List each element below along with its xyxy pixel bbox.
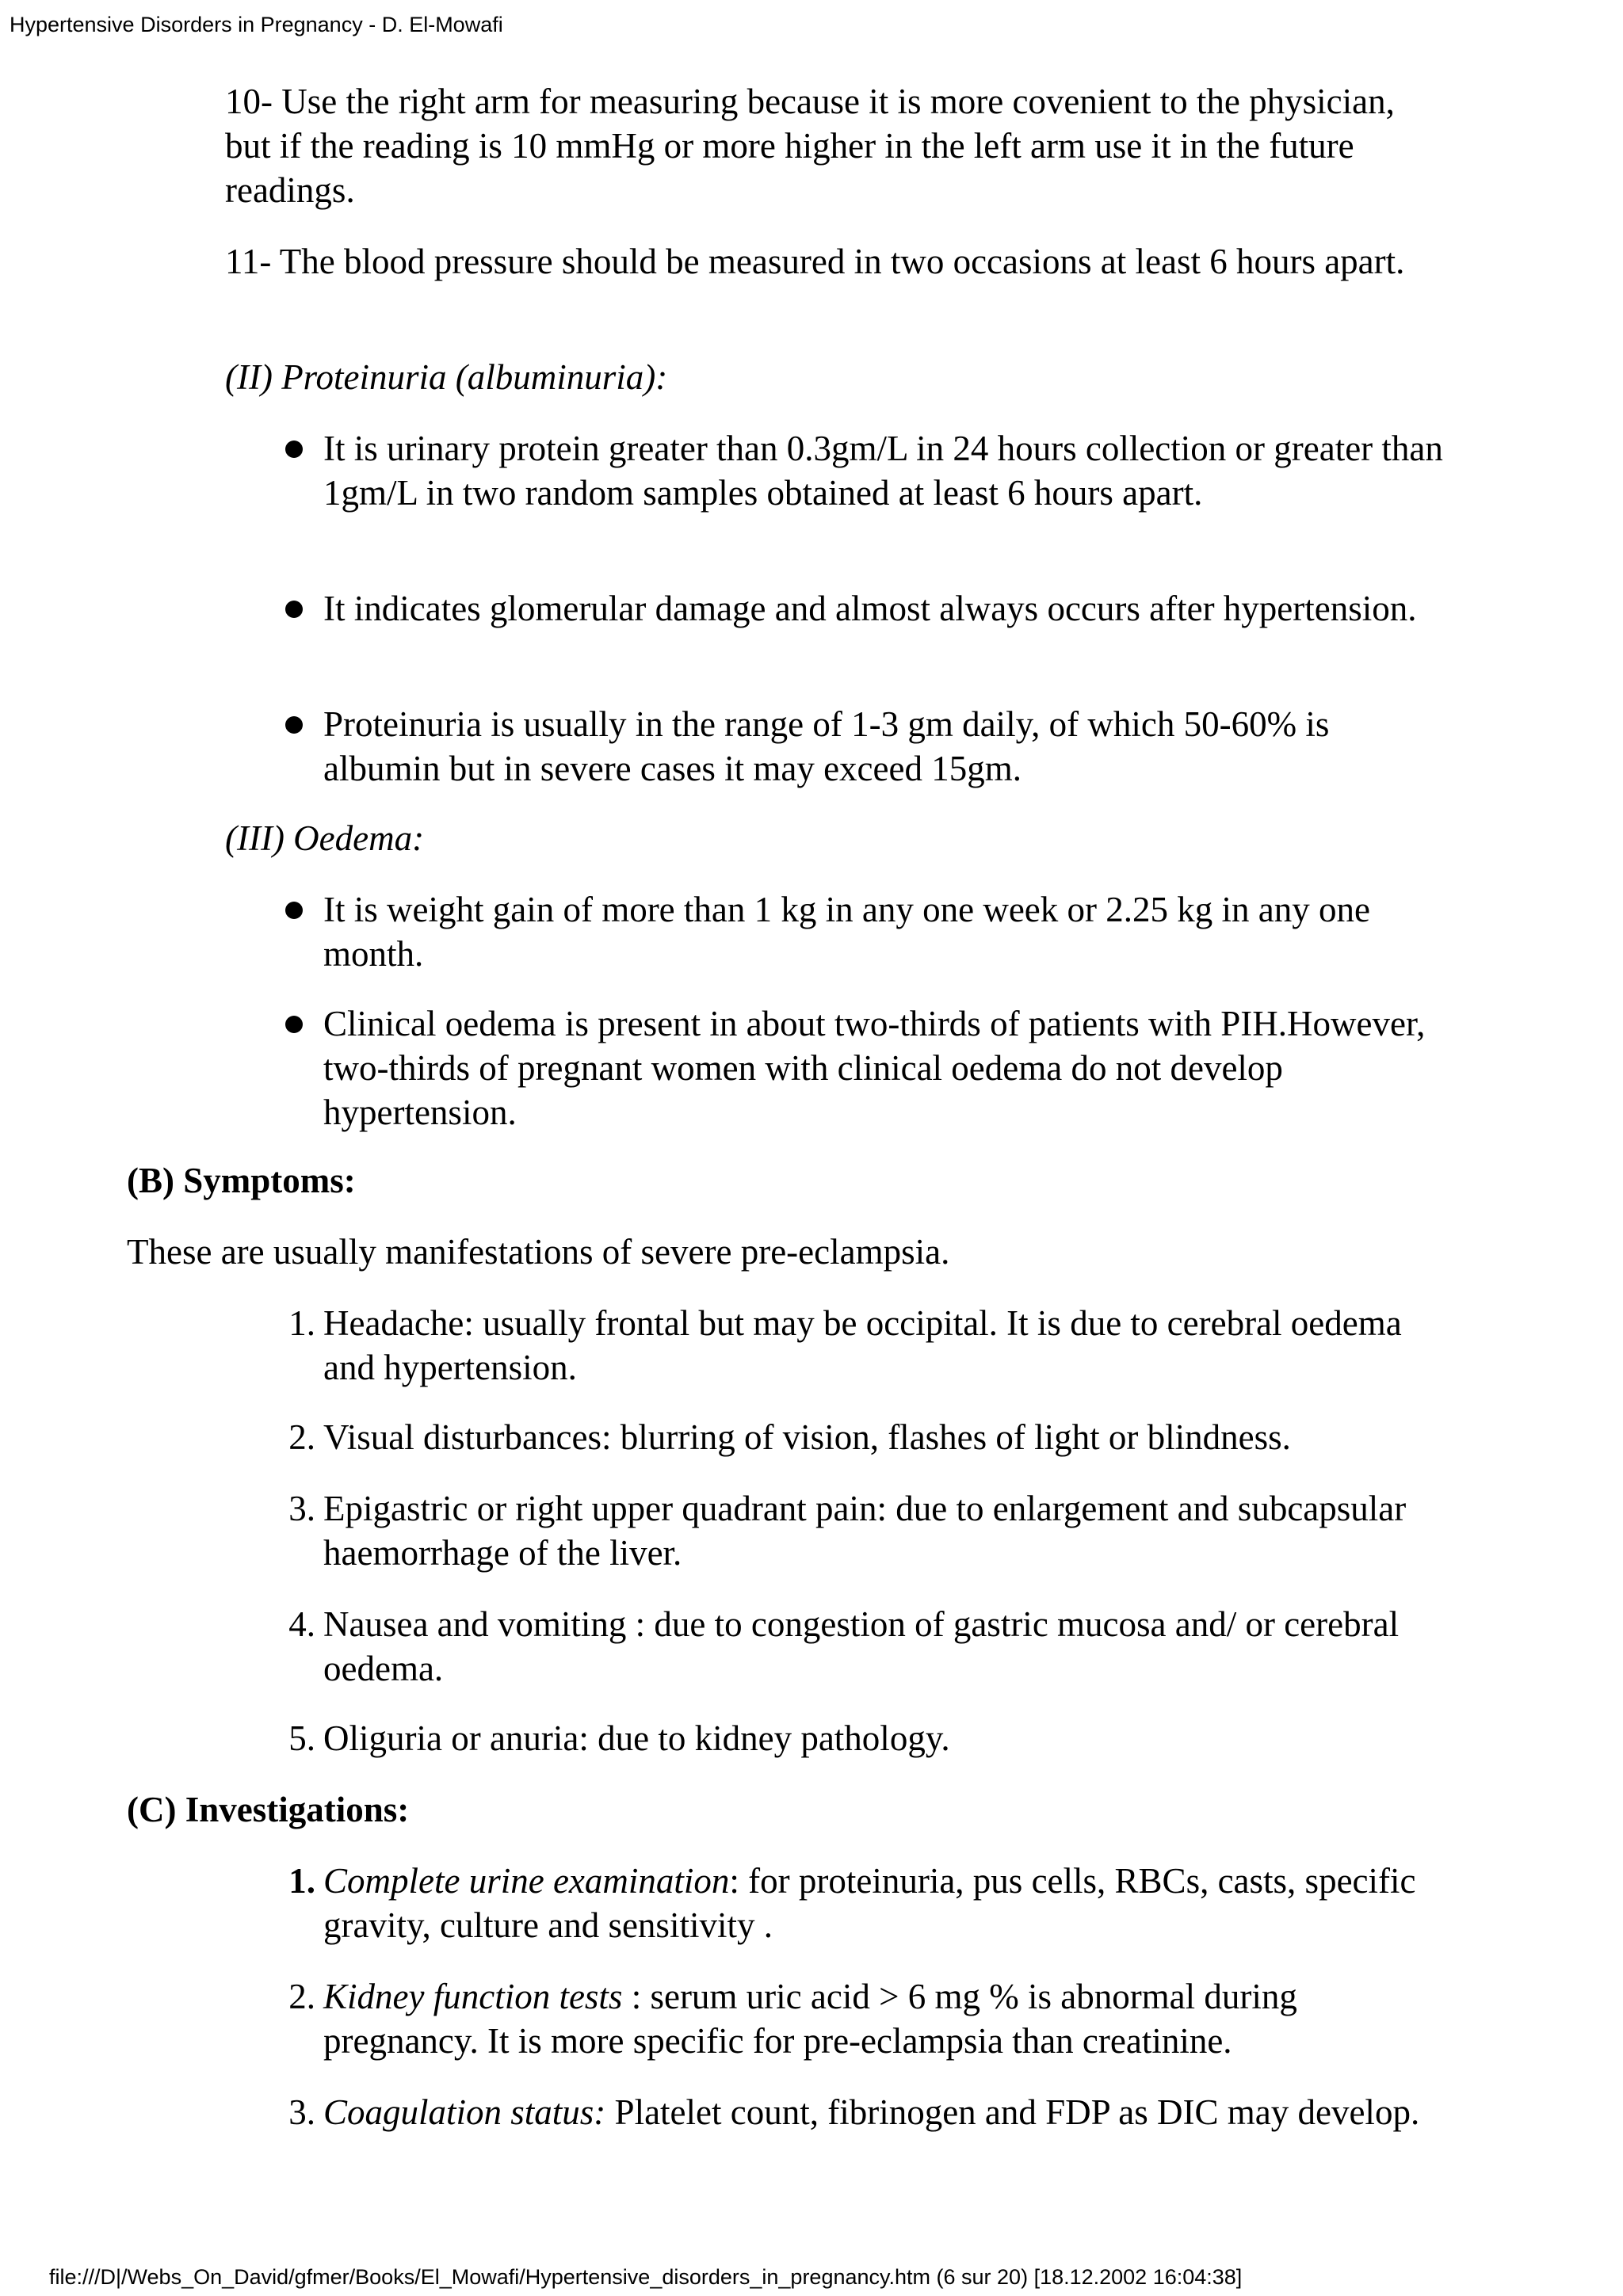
list-number: 3. <box>288 1489 315 1528</box>
symptoms-intro: These are usually manifestations of severe pre-eclampsia. <box>127 1232 950 1272</box>
symptom-item <box>288 1602 1449 1691</box>
investigation-item <box>288 1974 1449 2063</box>
bullet-text: It is weight gain of more than 1 kg in any one week or 2.25 kg in any one month. <box>323 890 1370 974</box>
symptom-item <box>288 1415 1449 1459</box>
bullet-text: Clinical oedema is present in about two-thirds of patients with PIH.However, two-thirds of pregnant women with clinical oedema do not develop hypertension. <box>323 1004 1426 1132</box>
list-number: 1. <box>288 1303 315 1343</box>
symptom-item <box>288 1486 1449 1575</box>
symptoms-heading: (B) Symptoms: <box>127 1161 356 1200</box>
bullet-icon <box>285 601 303 618</box>
proteinuria-bullet <box>323 426 1449 515</box>
list-item-text: Visual disturbances: blurring of vision, flashes of light or blindness. <box>323 1417 1291 1457</box>
oedema-bullet <box>323 887 1449 976</box>
list-item-text: Headache: usually frontal but may be occipital. It is due to cerebral oedema and hypertension. <box>323 1303 1402 1387</box>
list-number: 5. <box>288 1718 315 1758</box>
proteinuria-bullet <box>323 586 1449 631</box>
list-item-text: Oliguria or anuria: due to kidney pathology. <box>323 1718 950 1758</box>
list-number: 4. <box>288 1604 315 1644</box>
proteinuria-heading: (II) Proteinuria (albuminuria): <box>225 357 668 397</box>
proteinuria-bullet <box>323 702 1449 791</box>
list-number: 2. <box>288 1977 315 2016</box>
bullet-text: Proteinuria is usually in the range of 1-3 gm daily, of which 50-60% is albumin but in severe cases it may exceed 15gm. <box>323 704 1330 788</box>
list-item-text: Nausea and vomiting : due to congestion of gastric mucosa and/ or cerebral oedema. <box>323 1604 1400 1688</box>
page-footer-url: file:///D|/Webs_On_David/gfmer/Books/El_Mowafi/Hypertensive_disorders_in_pregnancy.htm (6 sur 20) [18.12.2002 16:04:38] <box>49 2265 1243 2289</box>
list-number: 2. <box>288 1417 315 1457</box>
symptom-item <box>288 1716 1449 1760</box>
list-item-text: Platelet count, fibrinogen and FDP as DIC may develop. <box>605 2092 1420 2132</box>
symptom-item <box>288 1301 1449 1390</box>
investigation-term: Complete urine examination <box>323 1861 730 1901</box>
investigation-item <box>288 1859 1449 1947</box>
list-number: 1. <box>288 1861 315 1901</box>
bullet-icon <box>285 902 303 919</box>
bullet-text: It indicates glomerular damage and almost always occurs after hypertension. <box>323 589 1417 628</box>
investigation-term: Kidney function tests <box>323 1977 623 2016</box>
investigation-item <box>288 2090 1449 2134</box>
list-item-text: Epigastric or right upper quadrant pain: due to enlargement and subcapsular haemorrhage of the liver. <box>323 1489 1407 1573</box>
oedema-bullet <box>323 1001 1449 1135</box>
bullet-icon <box>285 1016 303 1033</box>
oedema-heading: (III) Oedema: <box>225 818 425 858</box>
list-number: 3. <box>288 2092 315 2132</box>
bullet-icon <box>285 441 303 458</box>
bullet-text: It is urinary protein greater than 0.3gm/L in 24 hours collection or greater than 1gm/L in two random samples obtained at least 6 hours apart. <box>323 429 1443 513</box>
investigation-term: Coagulation status: <box>323 2092 606 2132</box>
investigations-heading: (C) Investigations: <box>127 1790 410 1829</box>
page-header-title: Hypertensive Disorders in Pregnancy - D. El-Mowafi <box>10 13 503 36</box>
paragraph-11: 11- The blood pressure should be measured in two occasions at least 6 hours apart. <box>225 242 1405 281</box>
list-item-text: : for proteinuria, pus cells, RBCs, casts, specific gravity, culture and sensitivity . <box>323 1861 1416 1945</box>
paragraph-10: 10- Use the right arm for measuring because it is more covenient to the physician, but if the reading is 10 mmHg or more higher in the left arm use it in the future readings. <box>225 82 1395 210</box>
list-item-text: : serum uric acid > 6 mg % is abnormal during pregnancy. It is more specific for pre-eclampsia than creatinine. <box>323 1977 1297 2061</box>
bullet-icon <box>285 716 303 734</box>
